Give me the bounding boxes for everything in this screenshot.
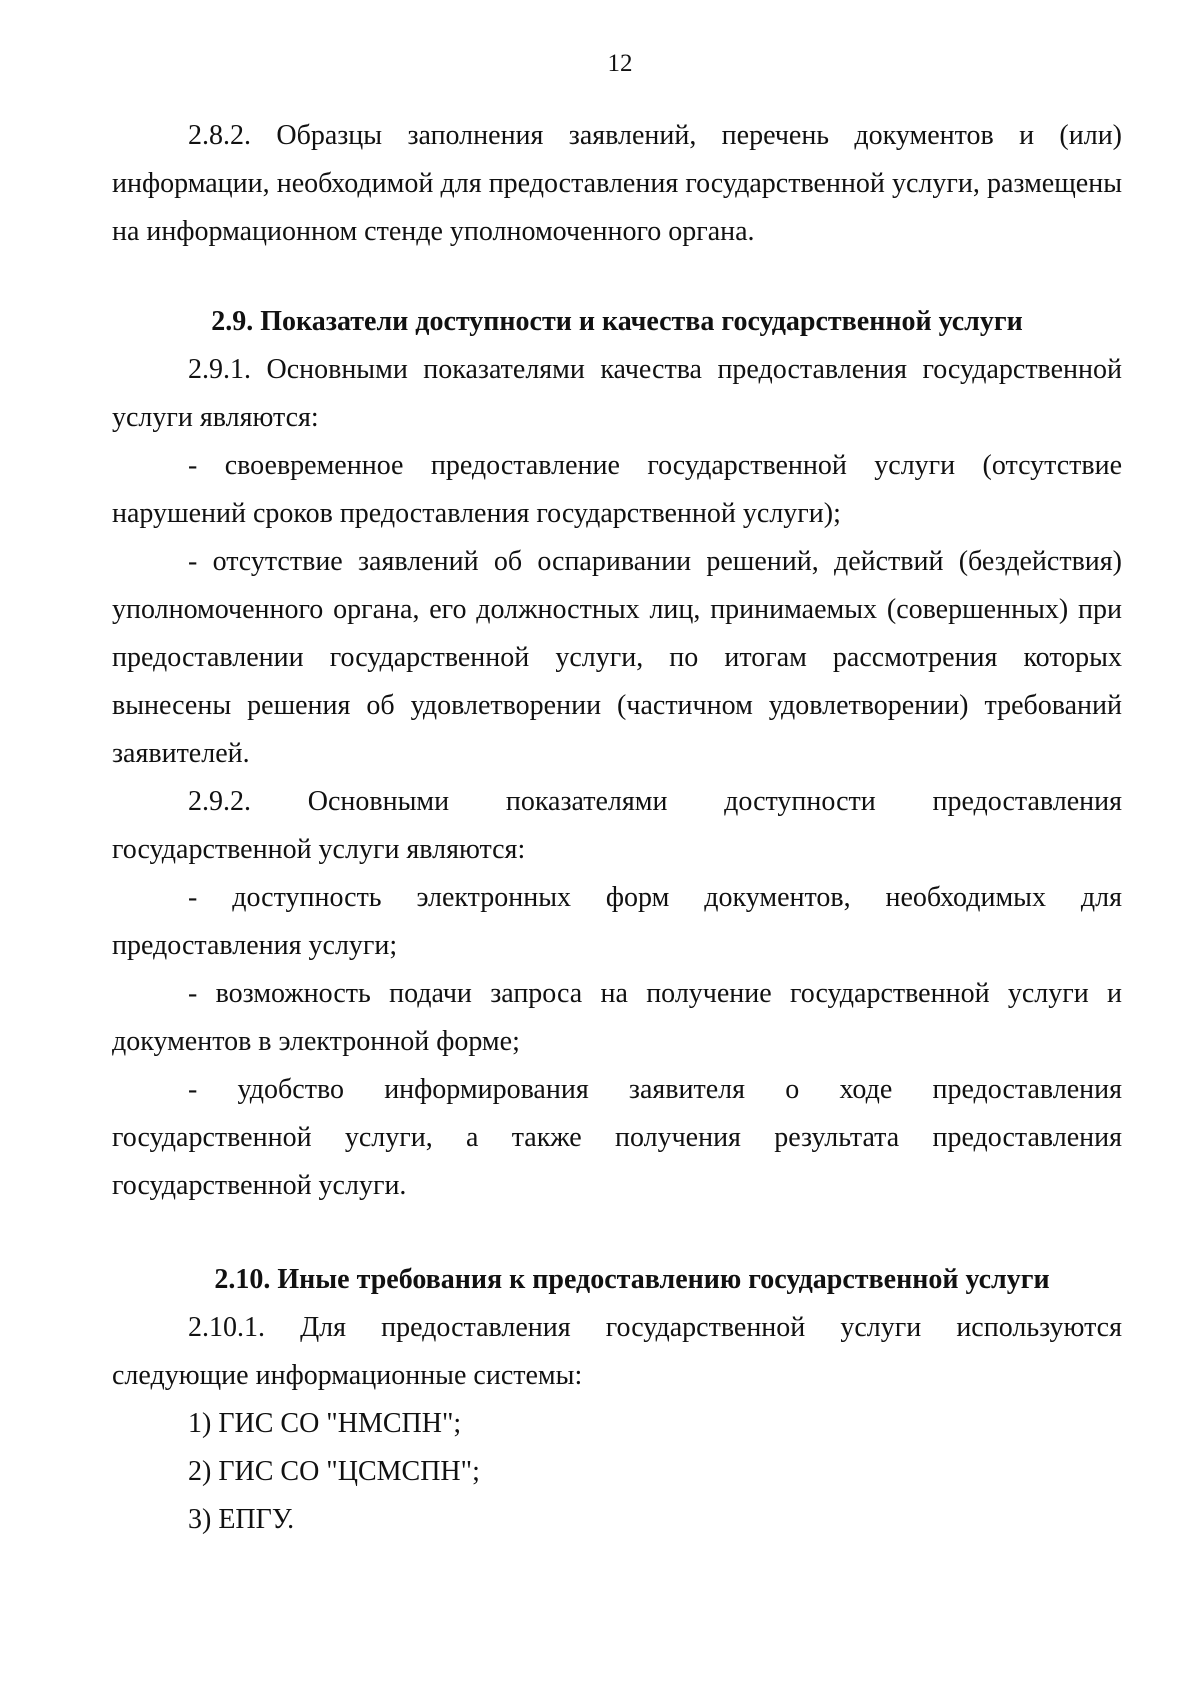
document-body [112,112,1122,1544]
list-item-informing: - удобство информирования заявителя о ходе предоставления государственной услуги, а также получения результата предоставления государственной услуги. [112,1074,1122,1201]
list-item-e-request: - возможность подачи запроса на получение государственной услуги и документов в электронной форме; [112,978,1122,1057]
list-item-timely: - своевременное предоставление государственной услуги (отсутствие нарушений сроков предоставления государственной услуги); [112,450,1122,529]
section-spacer [112,256,1122,298]
heading-2-9: 2.9. Показатели доступности и качества государственной услуги [211,306,1023,337]
paragraph-2-8-2: 2.8.2. Образцы заполнения заявлений, перечень документов и (или) информации, необходимой для предоставления государственной услуги, размещены на информационном стенде уполномоченного органа. [112,120,1122,247]
page-number: 12 [607,50,633,77]
paragraph-2-9-2: 2.9.2. Основными показателями доступности предоставления государственной услуги являются: [112,786,1122,865]
system-item-2: 2) ГИС СО "ЦСМСПН"; [188,1456,480,1487]
system-item-3: 3) ЕПГУ. [188,1504,295,1535]
paragraph-2-9-1: 2.9.1. Основными показателями качества предоставления государственной услуги являются: [112,354,1122,433]
list-item-no-complaints: - отсутствие заявлений об оспаривании решений, действий (бездействия) уполномоченного органа, его должностных лиц, принимаемых (совершенных) при предоставлении государственной услуги, по итогам рассмотрения которых вынесены решения об удовлетворении (частичном удовлетворении) требований заявителей. [112,546,1122,769]
heading-2-10: 2.10. Иные требования к предоставлению государственной услуги [214,1264,1050,1295]
system-item-1: 1) ГИС СО "НМСПН"; [188,1408,462,1439]
section-spacer [112,1210,1122,1256]
paragraph-2-10-1: 2.10.1. Для предоставления государственной услуги используются следующие информационные системы: [112,1312,1122,1391]
list-item-e-forms: - доступность электронных форм документов, необходимых для предоставления услуги; [112,882,1122,961]
